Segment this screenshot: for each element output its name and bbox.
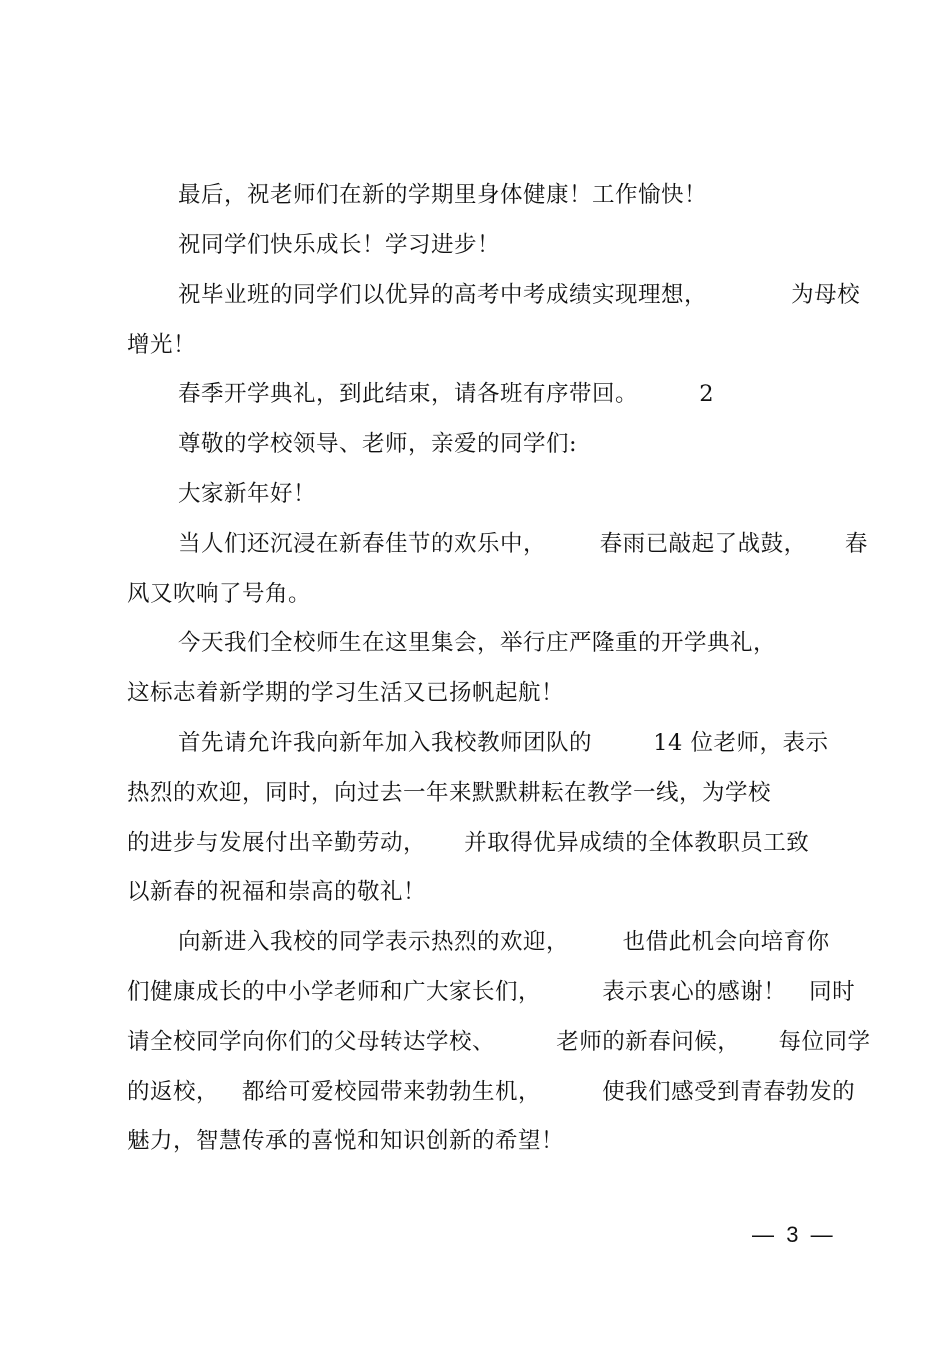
text-line-11: 这标志着新学期的学习生活又已扬帆起航！ <box>127 680 565 706</box>
text-line-15: 以新春的祝福和崇高的敬礼！ <box>127 879 427 905</box>
text-line-4: 增光！ <box>127 332 197 358</box>
text-line-6: 尊敬的学校领导、老师，亲爱的同学们: <box>178 431 578 457</box>
text-line-8: 当人们还沉浸在新春佳节的欢乐中， 春雨已敲起了战鼓， 春 <box>178 531 868 557</box>
text-line-18: 请全校同学向你们的父母转达学校、 老师的新春问候， 每位同学 <box>127 1029 871 1055</box>
text-line-1: 最后，祝老师们在新的学期里身体健康！工作愉快！ <box>178 182 708 208</box>
page-number: — 3 — <box>752 1222 833 1247</box>
text-line-19: 的返校， 都给可爱校园带来勃勃生机， 使我们感受到青春勃发的 <box>127 1079 856 1105</box>
text-line-2: 祝同学们快乐成长！学习进步！ <box>178 232 501 258</box>
text-line-5: 春季开学典礼，到此结束，请各班有序带回。 2 <box>178 381 715 407</box>
text-line-14: 的进步与发展付出辛勤劳动， 并取得优异成绩的全体教职员工致 <box>127 830 810 856</box>
text-line-17: 们健康成长的中小学老师和广大家长们， 表示衷心的感谢！ 同时 <box>127 979 856 1005</box>
text-line-9: 风又吹响了号角。 <box>127 581 312 607</box>
text-line-16: 向新进入我校的同学表示热烈的欢迎， 也借此机会向培育你 <box>178 929 830 955</box>
text-line-12: 首先请允许我向新年加入我校教师团队的 14 位老师，表示 <box>178 730 829 756</box>
text-line-3: 祝毕业班的同学们以优异的高考中考成绩实现理想， 为母校 <box>178 282 861 308</box>
text-line-13: 热烈的欢迎，同时，向过去一年来默默耕耘在教学一线，为学校 <box>127 780 772 806</box>
text-line-7: 大家新年好！ <box>178 481 317 507</box>
text-line-20: 魅力，智慧传承的喜悦和知识创新的希望！ <box>127 1128 565 1154</box>
text-line-10: 今天我们全校师生在这里集会，举行庄严隆重的开学典礼， <box>178 630 777 656</box>
